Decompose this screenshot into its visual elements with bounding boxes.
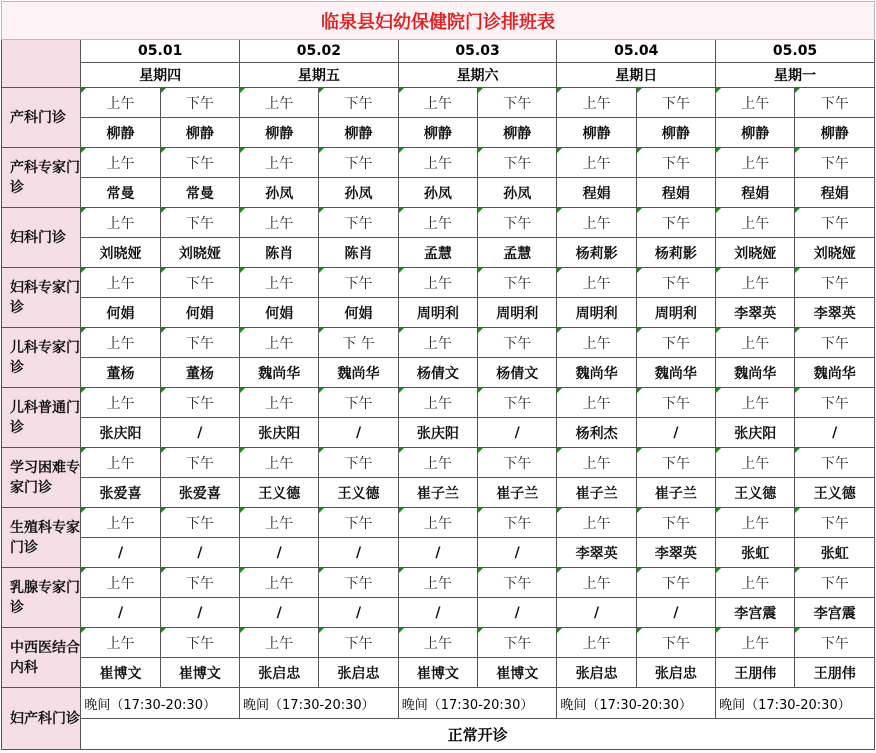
period-am: 上午 bbox=[240, 448, 319, 478]
period-pm: 下午 bbox=[636, 208, 715, 238]
period-pm: 下午 bbox=[795, 568, 875, 598]
doctor-cell: 张虹 bbox=[795, 538, 875, 568]
period-pm: 下午 bbox=[160, 568, 239, 598]
doctor-cell: 程娟 bbox=[716, 178, 795, 208]
doctor-cell: 程娟 bbox=[795, 178, 875, 208]
department-name: 学习困难专家门诊 bbox=[2, 448, 81, 508]
date-header: 05.01 bbox=[81, 40, 240, 63]
period-pm: 下午 bbox=[795, 268, 875, 298]
doctor-cell: 董杨 bbox=[81, 358, 160, 388]
period-pm: 下午 bbox=[478, 208, 557, 238]
period-am: 上午 bbox=[557, 568, 636, 598]
doctor-cell: 柳静 bbox=[636, 118, 715, 148]
doctor-cell: 崔子兰 bbox=[557, 478, 636, 508]
period-am: 上午 bbox=[240, 328, 319, 358]
period-pm: 下午 bbox=[636, 328, 715, 358]
date-header: 05.05 bbox=[716, 40, 875, 63]
period-pm: 下午 bbox=[795, 328, 875, 358]
period-am: 上午 bbox=[398, 628, 477, 658]
doctor-cell: 崔子兰 bbox=[636, 478, 715, 508]
doctor-cell: / bbox=[398, 598, 477, 628]
period-pm: 下午 bbox=[636, 148, 715, 178]
department-name: 乳腺专家门诊 bbox=[2, 568, 81, 628]
evening-hours: 晚间（17:30-20:30） bbox=[716, 688, 875, 719]
department-name: 儿科普通门诊 bbox=[2, 388, 81, 448]
period-pm: 下午 bbox=[795, 208, 875, 238]
period-pm: 下午 bbox=[319, 448, 398, 478]
doctor-cell: / bbox=[81, 538, 160, 568]
period-am: 上午 bbox=[716, 568, 795, 598]
period-am: 上午 bbox=[81, 148, 160, 178]
period-am: 上午 bbox=[716, 448, 795, 478]
doctor-cell: / bbox=[795, 418, 875, 448]
period-am: 上午 bbox=[240, 268, 319, 298]
doctor-cell: 崔子兰 bbox=[478, 478, 557, 508]
doctor-cell: 程娟 bbox=[636, 178, 715, 208]
period-pm: 下午 bbox=[478, 268, 557, 298]
department-name: 妇科门诊 bbox=[2, 208, 81, 268]
period-am: 上午 bbox=[557, 508, 636, 538]
doctor-cell: 陈肖 bbox=[319, 238, 398, 268]
period-am: 上午 bbox=[398, 568, 477, 598]
period-pm: 下午 bbox=[795, 628, 875, 658]
period-pm: 下午 bbox=[319, 568, 398, 598]
doctor-cell: 何娟 bbox=[160, 298, 239, 328]
period-pm: 下午 bbox=[160, 628, 239, 658]
doctor-cell: 周明利 bbox=[557, 298, 636, 328]
doctor-cell: 柳静 bbox=[81, 118, 160, 148]
period-pm: 下午 bbox=[636, 628, 715, 658]
doctor-cell: 崔博文 bbox=[81, 658, 160, 688]
period-am: 上午 bbox=[716, 268, 795, 298]
doctor-cell: 李翠英 bbox=[795, 298, 875, 328]
doctor-cell: 杨莉影 bbox=[636, 238, 715, 268]
period-pm: 下午 bbox=[160, 148, 239, 178]
doctor-cell: 魏尚华 bbox=[716, 358, 795, 388]
period-pm: 下午 bbox=[636, 508, 715, 538]
period-pm: 下午 bbox=[478, 88, 557, 118]
evening-hours: 晚间（17:30-20:30） bbox=[81, 688, 240, 719]
period-pm: 下午 bbox=[795, 88, 875, 118]
doctor-cell: 李翠英 bbox=[636, 538, 715, 568]
period-am: 上午 bbox=[81, 568, 160, 598]
period-am: 上午 bbox=[398, 268, 477, 298]
doctor-cell: 张启忠 bbox=[319, 658, 398, 688]
weekday-header: 星期四 bbox=[81, 63, 240, 88]
evening-hours: 晚间（17:30-20:30） bbox=[240, 688, 399, 719]
doctor-cell: 魏尚华 bbox=[557, 358, 636, 388]
doctor-cell: 魏尚华 bbox=[319, 358, 398, 388]
period-pm: 下午 bbox=[319, 508, 398, 538]
doctor-cell: 刘晓娅 bbox=[716, 238, 795, 268]
period-am: 上午 bbox=[557, 388, 636, 418]
doctor-cell: 周明利 bbox=[636, 298, 715, 328]
period-am: 上午 bbox=[398, 448, 477, 478]
doctor-cell: / bbox=[478, 538, 557, 568]
period-pm: 下午 bbox=[478, 328, 557, 358]
doctor-cell: 张虹 bbox=[716, 538, 795, 568]
period-pm: 下午 bbox=[319, 388, 398, 418]
doctor-cell: 魏尚华 bbox=[240, 358, 319, 388]
doctor-cell: 周明利 bbox=[478, 298, 557, 328]
doctor-cell: 王义德 bbox=[240, 478, 319, 508]
date-header: 05.03 bbox=[398, 40, 557, 63]
doctor-cell: / bbox=[478, 418, 557, 448]
department-name: 产科门诊 bbox=[2, 88, 81, 148]
period-pm: 下午 bbox=[636, 568, 715, 598]
doctor-cell: 张启忠 bbox=[557, 658, 636, 688]
doctor-cell: 柳静 bbox=[240, 118, 319, 148]
doctor-cell: 孙凤 bbox=[398, 178, 477, 208]
period-pm: 下午 bbox=[636, 268, 715, 298]
doctor-cell: 魏尚华 bbox=[636, 358, 715, 388]
period-am: 上午 bbox=[81, 208, 160, 238]
period-am: 上午 bbox=[557, 148, 636, 178]
period-am: 上午 bbox=[398, 328, 477, 358]
period-pm: 下午 bbox=[795, 508, 875, 538]
doctor-cell: 杨利杰 bbox=[557, 418, 636, 448]
clinic-status: 正常开诊 bbox=[81, 719, 875, 750]
period-am: 上午 bbox=[398, 508, 477, 538]
doctor-cell: 孟慧 bbox=[398, 238, 477, 268]
doctor-cell: 李翠英 bbox=[557, 538, 636, 568]
evening-hours: 晚间（17:30-20:30） bbox=[557, 688, 716, 719]
period-pm: 下午 bbox=[160, 448, 239, 478]
period-pm: 下午 bbox=[319, 208, 398, 238]
weekday-header: 星期六 bbox=[398, 63, 557, 88]
doctor-cell: / bbox=[557, 598, 636, 628]
doctor-cell: / bbox=[240, 598, 319, 628]
doctor-cell: 孙凤 bbox=[319, 178, 398, 208]
doctor-cell: 程娟 bbox=[557, 178, 636, 208]
period-am: 上午 bbox=[398, 388, 477, 418]
period-am: 上午 bbox=[398, 148, 477, 178]
doctor-cell: 张庆阳 bbox=[81, 418, 160, 448]
period-am: 上午 bbox=[81, 508, 160, 538]
period-pm: 下午 bbox=[478, 568, 557, 598]
doctor-cell: 张庆阳 bbox=[398, 418, 477, 448]
period-pm: 下午 bbox=[795, 388, 875, 418]
evening-hours: 晚间（17:30-20:30） bbox=[398, 688, 557, 719]
doctor-cell: / bbox=[319, 598, 398, 628]
doctor-cell: 张庆阳 bbox=[240, 418, 319, 448]
weekday-header: 星期五 bbox=[240, 63, 399, 88]
period-am: 上午 bbox=[398, 88, 477, 118]
doctor-cell: 杨倩文 bbox=[478, 358, 557, 388]
period-pm: 下午 bbox=[795, 148, 875, 178]
period-am: 上午 bbox=[557, 328, 636, 358]
period-pm: 下午 bbox=[319, 268, 398, 298]
department-name: 妇产科门诊 bbox=[2, 688, 81, 750]
period-am: 上午 bbox=[81, 388, 160, 418]
period-am: 上午 bbox=[716, 148, 795, 178]
doctor-cell: 李宫震 bbox=[716, 598, 795, 628]
doctor-cell: 何娟 bbox=[319, 298, 398, 328]
weekday-header: 星期一 bbox=[716, 63, 875, 88]
period-am: 上午 bbox=[557, 448, 636, 478]
period-am: 上午 bbox=[81, 448, 160, 478]
doctor-cell: / bbox=[398, 538, 477, 568]
department-name: 妇科专家门诊 bbox=[2, 268, 81, 328]
date-header: 05.02 bbox=[240, 40, 399, 63]
period-pm: 下 午 bbox=[319, 328, 398, 358]
period-am: 上午 bbox=[240, 208, 319, 238]
doctor-cell: 常曼 bbox=[160, 178, 239, 208]
period-pm: 下午 bbox=[636, 388, 715, 418]
doctor-cell: 杨倩文 bbox=[398, 358, 477, 388]
period-am: 上午 bbox=[240, 568, 319, 598]
doctor-cell: 王义德 bbox=[319, 478, 398, 508]
doctor-cell: 王义德 bbox=[795, 478, 875, 508]
doctor-cell: 王朋伟 bbox=[795, 658, 875, 688]
period-pm: 下午 bbox=[478, 508, 557, 538]
period-pm: 下午 bbox=[160, 508, 239, 538]
doctor-cell: 刘晓娅 bbox=[81, 238, 160, 268]
period-am: 上午 bbox=[557, 208, 636, 238]
doctor-cell: 柳静 bbox=[478, 118, 557, 148]
page-title: 临泉县妇幼保健院门诊排班表 bbox=[2, 2, 875, 40]
period-pm: 下午 bbox=[319, 88, 398, 118]
period-am: 上午 bbox=[240, 628, 319, 658]
period-am: 上午 bbox=[398, 208, 477, 238]
department-name: 生殖科专家门诊 bbox=[2, 508, 81, 568]
period-am: 上午 bbox=[81, 88, 160, 118]
period-am: 上午 bbox=[716, 508, 795, 538]
doctor-cell: / bbox=[636, 418, 715, 448]
period-pm: 下午 bbox=[160, 88, 239, 118]
doctor-cell: 柳静 bbox=[795, 118, 875, 148]
doctor-cell: 崔子兰 bbox=[398, 478, 477, 508]
doctor-cell: 李宫震 bbox=[795, 598, 875, 628]
period-pm: 下午 bbox=[636, 448, 715, 478]
doctor-cell: 张庆阳 bbox=[716, 418, 795, 448]
period-am: 上午 bbox=[716, 88, 795, 118]
doctor-cell: 柳静 bbox=[160, 118, 239, 148]
doctor-cell: / bbox=[160, 538, 239, 568]
period-pm: 下午 bbox=[160, 268, 239, 298]
period-am: 上午 bbox=[81, 628, 160, 658]
doctor-cell: 崔博文 bbox=[478, 658, 557, 688]
period-am: 上午 bbox=[240, 88, 319, 118]
period-pm: 下午 bbox=[795, 448, 875, 478]
period-am: 上午 bbox=[716, 388, 795, 418]
period-pm: 下午 bbox=[160, 328, 239, 358]
doctor-cell: 张爱喜 bbox=[81, 478, 160, 508]
doctor-cell: 孙凤 bbox=[478, 178, 557, 208]
department-name: 儿科专家门诊 bbox=[2, 328, 81, 388]
period-am: 上午 bbox=[557, 88, 636, 118]
period-am: 上午 bbox=[557, 268, 636, 298]
doctor-cell: 柳静 bbox=[716, 118, 795, 148]
doctor-cell: 张启忠 bbox=[240, 658, 319, 688]
doctor-cell: / bbox=[160, 418, 239, 448]
period-pm: 下午 bbox=[478, 448, 557, 478]
doctor-cell: 何娟 bbox=[240, 298, 319, 328]
doctor-cell: 张启忠 bbox=[636, 658, 715, 688]
doctor-cell: 周明利 bbox=[398, 298, 477, 328]
doctor-cell: / bbox=[319, 418, 398, 448]
doctor-cell: 崔博文 bbox=[160, 658, 239, 688]
doctor-cell: / bbox=[160, 598, 239, 628]
period-am: 上午 bbox=[557, 628, 636, 658]
period-pm: 下午 bbox=[319, 148, 398, 178]
doctor-cell: 王朋伟 bbox=[716, 658, 795, 688]
doctor-cell: / bbox=[319, 538, 398, 568]
department-name: 中西医结合内科 bbox=[2, 628, 81, 688]
doctor-cell: / bbox=[636, 598, 715, 628]
doctor-cell: 柳静 bbox=[557, 118, 636, 148]
department-name: 产科专家门诊 bbox=[2, 148, 81, 208]
doctor-cell: 张爱喜 bbox=[160, 478, 239, 508]
doctor-cell: 柳静 bbox=[398, 118, 477, 148]
doctor-cell: 董杨 bbox=[160, 358, 239, 388]
period-am: 上午 bbox=[81, 268, 160, 298]
period-pm: 下午 bbox=[319, 628, 398, 658]
doctor-cell: 崔博文 bbox=[398, 658, 477, 688]
doctor-cell: 柳静 bbox=[319, 118, 398, 148]
date-header: 05.04 bbox=[557, 40, 716, 63]
doctor-cell: 何娟 bbox=[81, 298, 160, 328]
period-am: 上午 bbox=[716, 208, 795, 238]
corner-cell bbox=[2, 40, 81, 88]
doctor-cell: 李翠英 bbox=[716, 298, 795, 328]
doctor-cell: 陈肖 bbox=[240, 238, 319, 268]
doctor-cell: / bbox=[81, 598, 160, 628]
period-pm: 下午 bbox=[478, 388, 557, 418]
period-pm: 下午 bbox=[636, 88, 715, 118]
doctor-cell: 杨莉影 bbox=[557, 238, 636, 268]
period-am: 上午 bbox=[240, 148, 319, 178]
doctor-cell: / bbox=[478, 598, 557, 628]
period-pm: 下午 bbox=[160, 208, 239, 238]
period-am: 上午 bbox=[81, 328, 160, 358]
period-am: 上午 bbox=[240, 388, 319, 418]
doctor-cell: 魏尚华 bbox=[795, 358, 875, 388]
doctor-cell: / bbox=[240, 538, 319, 568]
doctor-cell: 王义德 bbox=[716, 478, 795, 508]
doctor-cell: 孟慧 bbox=[478, 238, 557, 268]
period-am: 上午 bbox=[716, 328, 795, 358]
doctor-cell: 刘晓娅 bbox=[160, 238, 239, 268]
schedule-table bbox=[1, 1, 875, 750]
doctor-cell: 刘晓娅 bbox=[795, 238, 875, 268]
period-am: 上午 bbox=[240, 508, 319, 538]
period-pm: 下午 bbox=[160, 388, 239, 418]
period-pm: 下午 bbox=[478, 148, 557, 178]
period-am: 上午 bbox=[716, 628, 795, 658]
doctor-cell: 孙凤 bbox=[240, 178, 319, 208]
period-pm: 下午 bbox=[478, 628, 557, 658]
doctor-cell: 常曼 bbox=[81, 178, 160, 208]
weekday-header: 星期日 bbox=[557, 63, 716, 88]
